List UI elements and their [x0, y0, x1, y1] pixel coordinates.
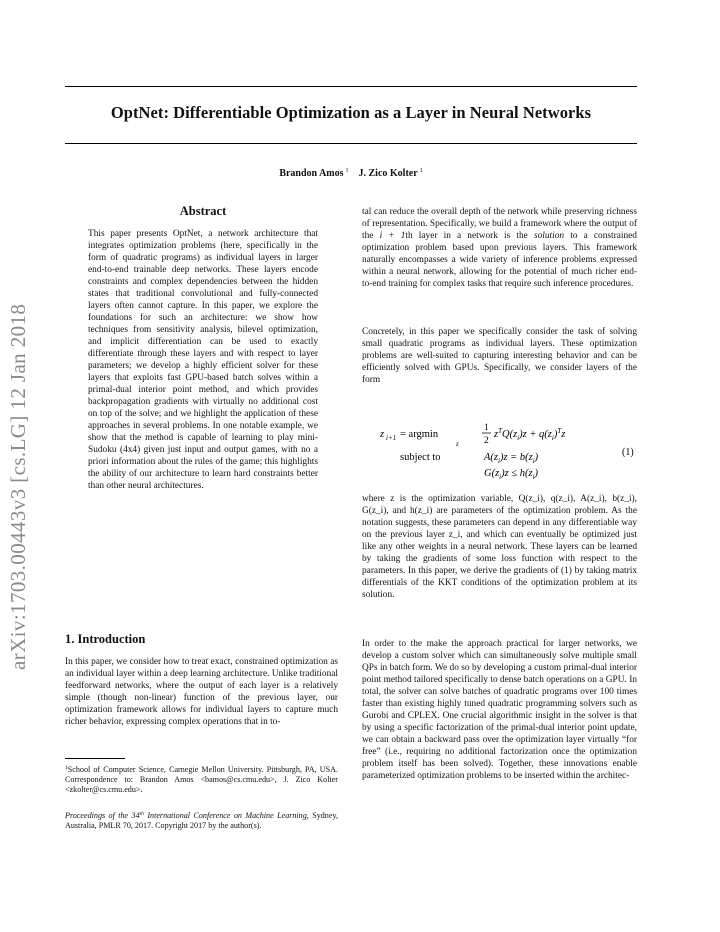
eq-objective: $z^TQ(z_i)z + q(z_i)^Tz$ [494, 427, 566, 442]
eq-subject-to: subject to [400, 452, 441, 463]
intro-paragraph-right-1 [362, 206, 637, 290]
intro-paragraph-right-3: where z is the optimization variable, Q(z_i), q(z_i), A(z_i), b(z_i), G(z_i), and h(z_i) are parameters of the optimization problem. As the notation suggests, these parameters can depend in any differentiable way on the previous layer z_i, and which can eventually be optimized just like any other weights in a neural network. These layers can be learned by taking the gradients of some loss function with respect to the parameters. In this paper, we derive the gradients of (1) by taking matrix differentials of the KKT conditions of the optimization problem at its solution. [362, 494, 637, 600]
text-run: th layer in a network is the [405, 231, 534, 241]
eq-constraint-2: $G(z_i)z \le h(z_i)$ [484, 468, 539, 481]
author-affiliation: 1 [345, 168, 349, 174]
author-list [65, 168, 637, 179]
abstract-text: This paper presents OptNet, a network architecture that integrates optimization problems (here, specifically in the form of quadratic programs) as individual layers in larger end-to-end trainable deep networks. These layers encode constraints and complex dependencies between the hidden states that traditional convolutional and fully-connected layers often cannot capture. In this paper, we explore the foundations for such an architecture: we show how techniques from sensitivity analysis, bilevel optimization, and implicit differentiation can be used to exactly differentiate through these layers and with respect to layer parameters; we develop a highly efficient solver for these layers that exploits fast GPU-based batch solves within a primal-dual interior point method, and which provides backpropagation gradients with virtually no additional cost on top of the solve; and we highlight the application of these approaches in several problems. In one notable example, we show that the method is capable of learning to play mini-Sudoku (4x4) given just input and output games, with no a priori information about the rules of the game; this highlights the ability of our architecture to learn hard constraints better than other neural architectures. [88, 229, 318, 491]
eq-frac-num: 1 [484, 423, 489, 433]
text-run: to a constrained optimization problem based upon previous layers. This framework naturally encompasses a wide variety of inference problems expressed within a neural network, allowing for the potential of much richer end-to-end training for complex tasks that require such inference procedures. [362, 231, 637, 289]
footnote-mark: 1 [65, 765, 68, 771]
footnote-text: School of Computer Science, Carnegie Mellon University. Pittsburgh, PA, USA. Correspondence to: Brandon Amos <bamos@cs.cmu.edu>, J. Zico Kolter <zkolter@cs.cmu.edu>. [65, 765, 338, 794]
proceedings-lead: Proceedings of the 34 [65, 811, 140, 820]
section-heading: 1. Introduction [65, 632, 146, 646]
eq-frac-den: 2 [484, 436, 489, 446]
author-name: J. Zico Kolter [358, 168, 418, 179]
eq-number: (1) [622, 447, 634, 458]
emphasis: solution [533, 231, 565, 241]
eq-lhs-sub: i+1 [386, 434, 397, 442]
eq-lhs: z [380, 429, 385, 440]
footnote-rule [65, 758, 125, 759]
math-inline: i + 1 [379, 231, 406, 241]
equation-svg [362, 410, 637, 484]
title-rule-bottom [65, 143, 637, 144]
equation-block [362, 410, 637, 484]
intro-paragraph-right-2: Concretely, in this paper we specifically consider the task of solving small quadratic programs as individual layers. These optimization problems are well-suited to capturing interesting behavior and can be efficiently solved with GPUs. Specifically, we consider layers of the form [362, 327, 637, 385]
proceedings-sup: th [139, 811, 144, 817]
eq-argmin: = argmin [400, 429, 439, 440]
proceedings-rest: , Sydney, Australia, PMLR 70, 2017. Copyright 2017 by the author(s). [65, 811, 338, 830]
title-rule-top [65, 86, 637, 87]
abstract-heading: Abstract [179, 204, 227, 218]
intro-paragraph-left: In this paper, we consider how to treat exact, constrained optimization as an individual layer within a deep learning architecture. Unlike traditional feedforward networks, where the output of each layer is a relatively simple (though non-linear) function of the previous layer, our optimization framework allows for individual layers to capture much richer behavior, expressing complex operations that in to- [65, 657, 338, 727]
arxiv-stamp: arXiv:1703.00443v3 [cs.LG] 12 Jan 2018 [6, 303, 30, 670]
paper-title: OptNet: Differentiable Optimization as a Layer in Neural Networks [110, 103, 592, 122]
affiliation-footnote [65, 763, 338, 795]
eq-constraint-1: $A(z_i)z = b(z_i)$ [484, 452, 539, 465]
proceedings-venue: International Conference on Machine Learning [143, 811, 307, 820]
proceedings-note [65, 809, 338, 831]
author-affiliation: 1 [419, 168, 423, 174]
author-name: Brandon Amos [279, 168, 344, 179]
eq-under: z [456, 440, 459, 448]
text-run: tal can reduce the overall depth of the network while preserving richness of representation. Specifically, we build a framework where the output of the [362, 207, 637, 241]
intro-paragraph-right-4: In order to the make the approach practical for larger networks, we develop a custom solver which can simultaneously solve multiple small QPs in batch form. We do so by developing a custom primal-dual interior point method tailored specifically to dense batch operations on a GPU. In total, the solver can solve batches of quadratic programs over 100 times faster than existing highly tuned quadratic programming solvers such as Gurobi and CPLEX. One crucial algorithmic insight in the solver is that by using a specific factorization of the primal-dual interior point update, we can obtain a backward pass over the optimization layer virtually “for free” (i.e., requiring no additional factorization once the optimization problem itself has been solved). Together, these innovations enable parameterized optimization problems to be inserted within the architec- [362, 639, 637, 781]
